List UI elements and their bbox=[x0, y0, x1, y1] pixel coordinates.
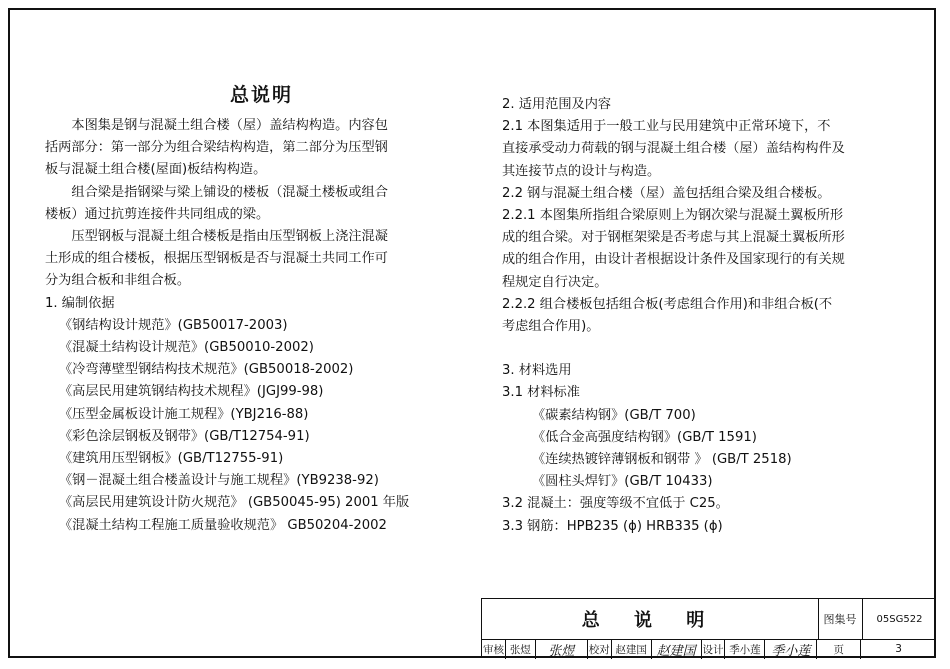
design-label: 设计 bbox=[702, 639, 726, 659]
list-item: 《连续热镀锌薄钢板和钢带 》 (GB/T 2518) bbox=[532, 452, 792, 468]
review-label: 审核 bbox=[482, 639, 506, 659]
materials-list bbox=[502, 405, 927, 494]
clause-2-2: 2.2 钢与混凝土组合楼（屋）盖包括组合梁及组合楼板。 bbox=[502, 185, 831, 201]
section-heading-basis: 1. 编制依据 bbox=[45, 295, 115, 311]
list-item: 《钢结构设计规范》(GB50017-2003) bbox=[59, 317, 288, 333]
title-block-title: 总 说 明 bbox=[482, 599, 819, 639]
clause-2-2-1: 2.2.1 本图集所指组合梁原则上为钢次梁与混凝土翼板所形 成的组合梁。对于钢框架梁是否考虑与其上混凝土翼板所形 成的组合作用，由设计者根据设计条件及国家现行的有关规 程规定自行决定。 bbox=[502, 208, 845, 290]
title-block bbox=[481, 598, 936, 658]
list-item: 《圆柱头焊钉》(GB/T 10433) bbox=[532, 474, 713, 490]
list-item: 《彩色涂层钢板及钢带》(GB/T12754-91) bbox=[59, 428, 310, 444]
left-column bbox=[45, 115, 470, 537]
list-item: 《混凝土结构工程施工质量验收规范》 GB50204-2002 bbox=[59, 517, 387, 533]
list-item: 《低合金高强度结构钢》(GB/T 1591) bbox=[532, 429, 757, 445]
list-item: 《高层民用建筑钢结构技术规程》(JGJ99-98) bbox=[59, 384, 324, 400]
page-number: 3 bbox=[895, 643, 902, 655]
standards-list bbox=[45, 315, 470, 537]
reviewer-signature: 张煜 bbox=[536, 639, 588, 659]
list-item: 《压型金属板设计施工规程》(YBJ216-88) bbox=[59, 406, 309, 422]
right-column bbox=[502, 94, 927, 538]
page-label: 页 bbox=[817, 639, 861, 659]
list-item: 《碳素结构钢》(GB/T 700) bbox=[532, 407, 696, 423]
clause-3-1: 3.1 材料标准 bbox=[502, 385, 580, 401]
list-item: 《钢－混凝土组合楼盖设计与施工规程》(YB9238-92) bbox=[59, 473, 379, 489]
list-item: 《建筑用压型钢板》(GB/T12755-91) bbox=[59, 451, 284, 467]
page-title: 总说明 bbox=[230, 84, 294, 106]
reviewer-name: 张煜 bbox=[506, 639, 536, 659]
check-label: 校对 bbox=[588, 639, 612, 659]
list-item: 《冷弯薄壁型钢结构技术规范》(GB50018-2002) bbox=[59, 362, 354, 378]
composite-beam-paragraph: 组合梁是指钢梁与梁上铺设的楼板（混凝土楼板或组合 楼板）通过抗剪连接件共同组成的梁。 bbox=[45, 184, 388, 222]
section-heading-materials: 3. 材料选用 bbox=[502, 363, 572, 379]
clause-3-3: 3.3 钢筋：HPB235 (ϕ) HRB335 (ϕ) bbox=[502, 518, 723, 534]
clause-2-2-2: 2.2.2 组合楼板包括组合板(考虑组合作用)和非组合板(不 考虑组合作用)。 bbox=[502, 296, 833, 335]
atlas-number-label: 图集号 bbox=[818, 599, 863, 639]
designer-signature: 季小莲 bbox=[765, 639, 817, 659]
designer-name: 季小莲 bbox=[725, 639, 765, 659]
list-item: 《混凝土结构设计规范》(GB50010-2002) bbox=[59, 340, 314, 356]
checker-signature: 赵建国 bbox=[652, 639, 702, 659]
clause-3-2: 3.2 混凝土：强度等级不宜低于 C25。 bbox=[502, 496, 729, 512]
composite-slab-paragraph: 压型钢板与混凝土组合楼板是指由压型钢板上浇注混凝 土形成的组合楼板，根据压型钢板是否与混凝土共同工作可 分为组合板和非组合板。 bbox=[45, 229, 388, 289]
intro-paragraph: 本图集是钢与混凝土组合楼（屋）盖结构构造。内容包 括两部分：第一部分为组合梁结构构造，第二部分为压型钢 板与混凝土组合楼(屋面)板结构构造。 bbox=[45, 118, 388, 178]
clause-2-1: 2.1 本图集适用于一般工业与民用建筑中正常环境下，不 直接承受动力荷载的钢与混凝土组合楼（屋）盖结构构件及 其连接节点的设计与构造。 bbox=[502, 119, 845, 179]
list-item: 《高层民用建筑设计防火规范》 (GB50045-95) 2001 年版 bbox=[59, 495, 410, 511]
checker-name: 赵建国 bbox=[612, 639, 652, 659]
section-heading-scope: 2. 适用范围及内容 bbox=[502, 97, 612, 112]
atlas-number: 05SG522 bbox=[876, 613, 923, 625]
